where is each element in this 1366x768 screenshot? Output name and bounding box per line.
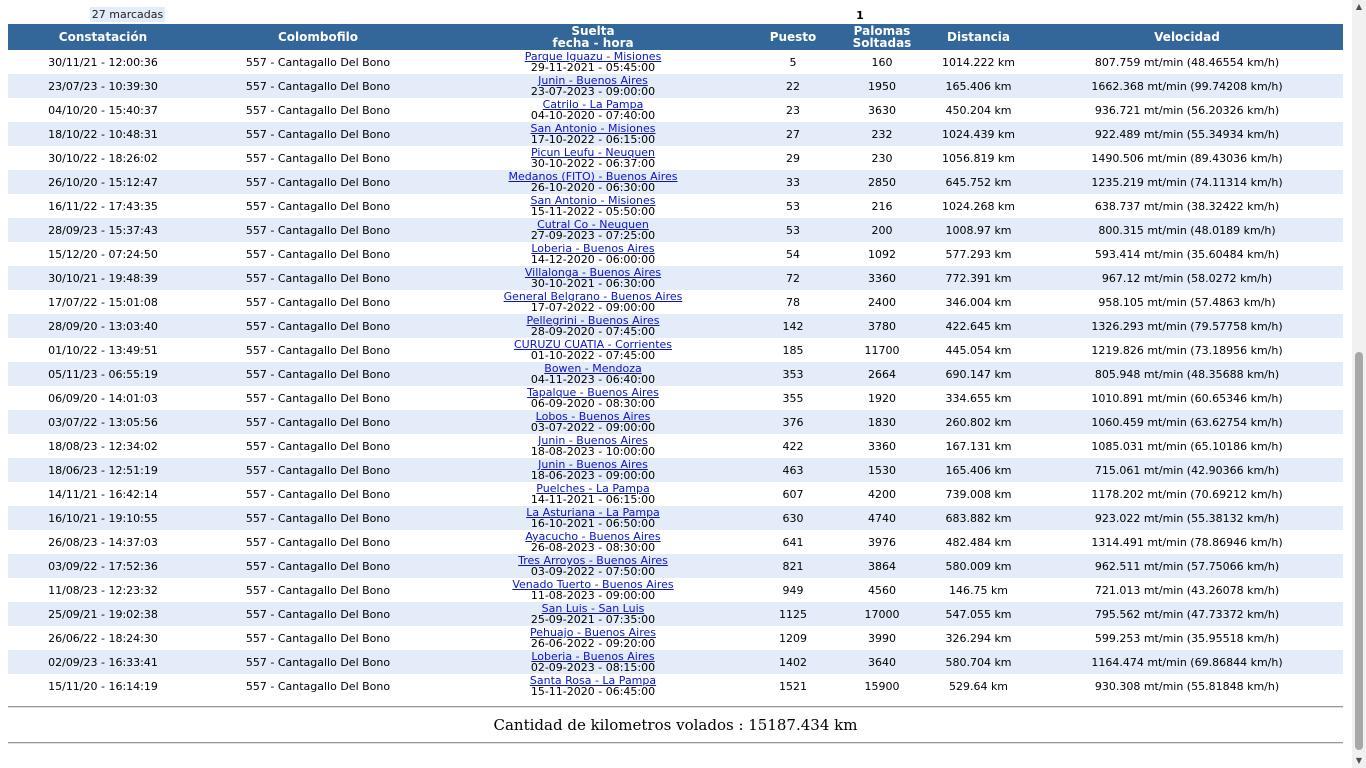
suelta-link[interactable]: Pehuajo - Buenos Aires — [529, 626, 657, 639]
constatacion-cell: 30/10/21 - 19:48:39 — [8, 266, 198, 290]
constatacion-cell: 30/11/21 - 12:00:36 — [8, 50, 198, 74]
table-row — [8, 458, 1343, 482]
table-row — [8, 362, 1343, 386]
table-row — [8, 506, 1343, 530]
velocidad-cell: 807.759 mt/min (48.46554 km/h) — [1031, 50, 1343, 74]
col-velocidad-header: Velocidad — [1031, 24, 1343, 50]
distancia-cell: 346.004 km — [926, 290, 1031, 314]
constatacion-cell: 15/11/20 - 16:14:19 — [8, 674, 198, 698]
distancia-cell: 1024.268 km — [926, 194, 1031, 218]
puesto-cell: 29 — [748, 146, 838, 170]
palomas-cell: 11700 — [838, 338, 926, 362]
constatacion-cell: 26/06/22 - 18:24:30 — [8, 626, 198, 650]
table-row — [8, 554, 1343, 578]
colombofilo-cell: 557 - Cantagallo Del Bono — [198, 650, 438, 674]
constatacion-cell: 11/08/23 - 12:23:32 — [8, 578, 198, 602]
suelta-datetime: 02-09-2023 - 08:15:00 — [530, 661, 656, 674]
suelta-datetime: 03-09-2022 - 07:50:00 — [530, 565, 656, 578]
suelta-link[interactable]: Loberia - Buenos Aires — [531, 650, 655, 663]
colombofilo-cell: 557 - Cantagallo Del Bono — [198, 122, 438, 146]
puesto-cell: 376 — [748, 410, 838, 434]
distancia-cell: 326.294 km — [926, 626, 1031, 650]
suelta-datetime: 27-09-2023 - 07:25:00 — [530, 229, 656, 242]
suelta-cell — [438, 218, 748, 242]
col-colombofilo-header: Colombofilo — [198, 24, 438, 50]
suelta-cell — [438, 674, 748, 698]
suelta-datetime: 23-07-2023 - 09:00:00 — [530, 85, 656, 98]
suelta-link[interactable]: Cutral Co - Neuquen — [537, 218, 649, 231]
puesto-cell: 27 — [748, 122, 838, 146]
palomas-cell: 1920 — [838, 386, 926, 410]
suelta-cell — [438, 290, 748, 314]
suelta-link[interactable]: La Asturiana - La Pampa — [526, 506, 660, 519]
distancia-cell: 445.054 km — [926, 338, 1031, 362]
table-row — [8, 650, 1343, 674]
puesto-cell: 72 — [748, 266, 838, 290]
suelta-cell — [438, 362, 748, 386]
table-body — [8, 50, 1343, 698]
palomas-cell: 3780 — [838, 314, 926, 338]
palomas-cell: 2850 — [838, 170, 926, 194]
top-bar — [0, 0, 1352, 24]
suelta-link[interactable]: Tres Arroyos - Buenos Aires — [518, 554, 668, 567]
colombofilo-cell: 557 - Cantagallo Del Bono — [198, 506, 438, 530]
page-number-link[interactable]: 1 — [856, 9, 864, 22]
constatacion-cell: 14/11/21 - 16:42:14 — [8, 482, 198, 506]
velocidad-cell: 922.489 mt/min (55.34934 km/h) — [1031, 122, 1343, 146]
suelta-datetime: 01-10-2022 - 07:45:00 — [530, 349, 656, 362]
colombofilo-cell: 557 - Cantagallo Del Bono — [198, 530, 438, 554]
table-row — [8, 218, 1343, 242]
distancia-cell: 683.882 km — [926, 506, 1031, 530]
suelta-link[interactable]: San Luis - San Luis — [541, 602, 645, 615]
suelta-datetime: 06-09-2020 - 08:30:00 — [530, 397, 656, 410]
distancia-cell: 580.704 km — [926, 650, 1031, 674]
distancia-cell: 547.055 km — [926, 602, 1031, 626]
colombofilo-cell: 557 - Cantagallo Del Bono — [198, 362, 438, 386]
suelta-cell — [438, 122, 748, 146]
puesto-cell: 5 — [748, 50, 838, 74]
suelta-datetime: 15-11-2022 - 05:50:00 — [530, 205, 656, 218]
velocidad-cell: 599.253 mt/min (35.95518 km/h) — [1031, 626, 1343, 650]
suelta-cell — [438, 530, 748, 554]
colombofilo-cell: 557 - Cantagallo Del Bono — [198, 50, 438, 74]
puesto-cell: 54 — [748, 242, 838, 266]
suelta-link[interactable]: Loberia - Buenos Aires — [531, 242, 655, 255]
palomas-cell: 1950 — [838, 74, 926, 98]
velocidad-cell: 721.013 mt/min (43.26078 km/h) — [1031, 578, 1343, 602]
constatacion-cell: 30/10/22 - 18:26:02 — [8, 146, 198, 170]
col-puesto-header: Puesto — [748, 24, 838, 50]
velocidad-cell: 967.12 mt/min (58.0272 km/h) — [1031, 266, 1343, 290]
velocidad-cell: 638.737 mt/min (38.32422 km/h) — [1031, 194, 1343, 218]
table-row — [8, 386, 1343, 410]
suelta-datetime: 30-10-2022 - 06:37:00 — [530, 157, 656, 170]
distancia-cell: 529.64 km — [926, 674, 1031, 698]
colombofilo-cell: 557 - Cantagallo Del Bono — [198, 410, 438, 434]
constatacion-cell: 05/11/23 - 06:55:19 — [8, 362, 198, 386]
suelta-cell — [438, 578, 748, 602]
puesto-cell: 22 — [748, 74, 838, 98]
puesto-cell: 422 — [748, 434, 838, 458]
constatacion-cell: 15/12/20 - 07:24:50 — [8, 242, 198, 266]
velocidad-cell: 1164.474 mt/min (69.86844 km/h) — [1031, 650, 1343, 674]
suelta-link[interactable]: Lobos - Buenos Aires — [535, 410, 651, 423]
constatacion-cell: 25/09/21 - 19:02:38 — [8, 602, 198, 626]
puesto-cell: 1521 — [748, 674, 838, 698]
suelta-datetime: 16-10-2021 - 06:50:00 — [530, 517, 656, 530]
distancia-cell: 1014.222 km — [926, 50, 1031, 74]
puesto-cell: 142 — [748, 314, 838, 338]
palomas-cell: 15900 — [838, 674, 926, 698]
table-row — [8, 314, 1343, 338]
puesto-cell: 53 — [748, 194, 838, 218]
distancia-cell: 167.131 km — [926, 434, 1031, 458]
suelta-cell — [438, 626, 748, 650]
suelta-datetime: 30-10-2021 - 06:30:00 — [530, 277, 656, 290]
velocidad-cell: 1490.506 mt/min (89.43036 km/h) — [1031, 146, 1343, 170]
table-row — [8, 434, 1343, 458]
colombofilo-cell: 557 - Cantagallo Del Bono — [198, 626, 438, 650]
table-row — [8, 338, 1343, 362]
colombofilo-cell: 557 - Cantagallo Del Bono — [198, 146, 438, 170]
constatacion-cell: 17/07/22 - 15:01:08 — [8, 290, 198, 314]
palomas-cell: 200 — [838, 218, 926, 242]
divider-top — [8, 706, 1343, 708]
suelta-link[interactable]: Venado Tuerto - Buenos Aires — [512, 578, 674, 591]
puesto-cell: 23 — [748, 98, 838, 122]
puesto-cell: 355 — [748, 386, 838, 410]
table-row — [8, 170, 1343, 194]
suelta-datetime: 17-07-2022 - 09:00:00 — [530, 301, 656, 314]
velocidad-cell: 1060.459 mt/min (63.62754 km/h) — [1031, 410, 1343, 434]
distancia-cell: 645.752 km — [926, 170, 1031, 194]
table-row — [8, 626, 1343, 650]
suelta-cell — [438, 554, 748, 578]
distancia-cell: 422.645 km — [926, 314, 1031, 338]
constatacion-cell: 18/10/22 - 10:48:31 — [8, 122, 198, 146]
suelta-cell — [438, 410, 748, 434]
velocidad-cell: 715.061 mt/min (42.90366 km/h) — [1031, 458, 1343, 482]
table-row — [8, 74, 1343, 98]
distancia-cell: 690.147 km — [926, 362, 1031, 386]
suelta-datetime: 15-11-2020 - 06:45:00 — [530, 685, 656, 698]
velocidad-cell: 593.414 mt/min (35.60484 km/h) — [1031, 242, 1343, 266]
suelta-cell — [438, 146, 748, 170]
constatacion-cell: 06/09/20 - 14:01:03 — [8, 386, 198, 410]
colombofilo-cell: 557 - Cantagallo Del Bono — [198, 602, 438, 626]
colombofilo-cell: 557 - Cantagallo Del Bono — [198, 98, 438, 122]
palomas-cell: 216 — [838, 194, 926, 218]
col-distancia-header: Distancia — [926, 24, 1031, 50]
colombofilo-cell: 557 - Cantagallo Del Bono — [198, 290, 438, 314]
colombofilo-cell: 557 - Cantagallo Del Bono — [198, 458, 438, 482]
total-km-text: Cantidad de kilometros volados : 15187.434 km — [493, 716, 858, 734]
palomas-cell: 4740 — [838, 506, 926, 530]
suelta-link[interactable]: Picun Leufu - Neuquen — [530, 146, 656, 159]
suelta-datetime: 29-11-2021 - 05:45:00 — [530, 61, 656, 74]
distancia-cell: 580.009 km — [926, 554, 1031, 578]
palomas-cell: 4200 — [838, 482, 926, 506]
puesto-cell: 630 — [748, 506, 838, 530]
table-row — [8, 194, 1343, 218]
suelta-datetime: 25-09-2021 - 07:35:00 — [530, 613, 656, 626]
velocidad-cell: 1235.219 mt/min (74.11314 km/h) — [1031, 170, 1343, 194]
puesto-cell: 353 — [748, 362, 838, 386]
colombofilo-cell: 557 - Cantagallo Del Bono — [198, 218, 438, 242]
suelta-link[interactable]: Parque Iguazu - Misiones — [524, 50, 662, 63]
constatacion-cell: 16/11/22 - 17:43:35 — [8, 194, 198, 218]
distancia-cell: 739.008 km — [926, 482, 1031, 506]
palomas-cell: 3990 — [838, 626, 926, 650]
distancia-cell: 1056.819 km — [926, 146, 1031, 170]
puesto-cell: 463 — [748, 458, 838, 482]
velocidad-cell: 936.721 mt/min (56.20326 km/h) — [1031, 98, 1343, 122]
distancia-cell: 450.204 km — [926, 98, 1031, 122]
distancia-cell: 772.391 km — [926, 266, 1031, 290]
suelta-datetime: 18-08-2023 - 10:00:00 — [530, 445, 656, 458]
palomas-cell: 1830 — [838, 410, 926, 434]
suelta-datetime: 14-11-2021 - 06:15:00 — [530, 493, 656, 506]
distancia-cell: 260.802 km — [926, 410, 1031, 434]
palomas-cell: 160 — [838, 50, 926, 74]
palomas-cell: 3360 — [838, 434, 926, 458]
col-suelta-header: Suelta fecha - hora — [438, 24, 748, 50]
palomas-cell: 17000 — [838, 602, 926, 626]
suelta-link[interactable]: Catrilo - La Pampa — [542, 98, 644, 111]
colombofilo-cell: 557 - Cantagallo Del Bono — [198, 194, 438, 218]
suelta-cell — [438, 242, 748, 266]
puesto-cell: 1209 — [748, 626, 838, 650]
velocidad-cell: 795.562 mt/min (47.73372 km/h) — [1031, 602, 1343, 626]
table-row — [8, 242, 1343, 266]
constatacion-cell: 16/10/21 - 19:10:55 — [8, 506, 198, 530]
colombofilo-cell: 557 - Cantagallo Del Bono — [198, 578, 438, 602]
constatacion-cell: 03/07/22 - 13:05:56 — [8, 410, 198, 434]
table-row — [8, 122, 1343, 146]
suelta-cell — [438, 338, 748, 362]
constatacion-cell: 04/10/20 - 15:40:37 — [8, 98, 198, 122]
velocidad-cell: 800.315 mt/min (48.0189 km/h) — [1031, 218, 1343, 242]
puesto-cell: 821 — [748, 554, 838, 578]
suelta-cell — [438, 434, 748, 458]
suelta-link[interactable]: Ayacucho - Buenos Aires — [525, 530, 661, 543]
scroll-thumb[interactable] — [1355, 352, 1363, 750]
colombofilo-cell: 557 - Cantagallo Del Bono — [198, 482, 438, 506]
table-row — [8, 410, 1343, 434]
suelta-cell — [438, 266, 748, 290]
distancia-cell: 165.406 km — [926, 74, 1031, 98]
suelta-link[interactable]: Tapalque - Buenos Aires — [527, 386, 659, 399]
vertical-scrollbar[interactable] — [1352, 0, 1366, 768]
palomas-cell: 2400 — [838, 290, 926, 314]
palomas-cell: 230 — [838, 146, 926, 170]
palomas-cell: 1092 — [838, 242, 926, 266]
constatacion-cell: 01/10/22 - 13:49:51 — [8, 338, 198, 362]
suelta-link[interactable]: Junin - Buenos Aires — [538, 74, 648, 87]
puesto-cell: 1125 — [748, 602, 838, 626]
velocidad-cell: 1085.031 mt/min (65.10186 km/h) — [1031, 434, 1343, 458]
velocidad-cell: 962.511 mt/min (57.75066 km/h) — [1031, 554, 1343, 578]
constatacion-cell: 28/09/20 - 13:03:40 — [8, 314, 198, 338]
velocidad-cell: 958.105 mt/min (57.4863 km/h) — [1031, 290, 1343, 314]
velocidad-cell: 1662.368 mt/min (99.74208 km/h) — [1031, 74, 1343, 98]
palomas-cell: 232 — [838, 122, 926, 146]
scroll-up-arrow-icon[interactable]: ▲ — [1355, 2, 1363, 11]
colombofilo-cell: 557 - Cantagallo Del Bono — [198, 74, 438, 98]
table-row — [8, 98, 1343, 122]
suelta-datetime: 04-11-2023 - 06:40:00 — [530, 373, 656, 386]
suelta-cell — [438, 98, 748, 122]
palomas-cell: 3864 — [838, 554, 926, 578]
suelta-cell — [438, 194, 748, 218]
velocidad-cell: 1219.826 mt/min (73.18956 km/h) — [1031, 338, 1343, 362]
table-row — [8, 482, 1343, 506]
colombofilo-cell: 557 - Cantagallo Del Bono — [198, 554, 438, 578]
col-constatacion-header: Constatación — [8, 24, 198, 50]
constatacion-cell: 18/08/23 - 12:34:02 — [8, 434, 198, 458]
table-header-row — [8, 24, 1343, 50]
suelta-cell — [438, 314, 748, 338]
puesto-cell: 641 — [748, 530, 838, 554]
puesto-cell: 607 — [748, 482, 838, 506]
table-row — [8, 266, 1343, 290]
constatacion-cell: 23/07/23 - 10:39:30 — [8, 74, 198, 98]
suelta-link[interactable]: San Antonio - Misiones — [530, 122, 656, 135]
puesto-cell: 1402 — [748, 650, 838, 674]
palomas-cell: 2664 — [838, 362, 926, 386]
suelta-link[interactable]: Puelches - La Pampa — [536, 482, 650, 495]
suelta-datetime: 04-10-2020 - 07:40:00 — [530, 109, 656, 122]
suelta-datetime: 11-08-2023 - 09:00:00 — [530, 589, 656, 602]
suelta-cell — [438, 74, 748, 98]
table-row — [8, 674, 1343, 698]
velocidad-cell: 1178.202 mt/min (70.69212 km/h) — [1031, 482, 1343, 506]
suelta-cell — [438, 50, 748, 74]
velocidad-cell: 923.022 mt/min (55.38132 km/h) — [1031, 506, 1343, 530]
colombofilo-cell: 557 - Cantagallo Del Bono — [198, 242, 438, 266]
suelta-datetime: 14-12-2020 - 06:00:00 — [530, 253, 656, 266]
colombofilo-cell: 557 - Cantagallo Del Bono — [198, 266, 438, 290]
velocidad-cell: 805.948 mt/min (48.35688 km/h) — [1031, 362, 1343, 386]
palomas-cell: 4560 — [838, 578, 926, 602]
suelta-cell — [438, 386, 748, 410]
table-row — [8, 290, 1343, 314]
velocidad-cell: 1010.891 mt/min (60.65346 km/h) — [1031, 386, 1343, 410]
constatacion-cell: 28/09/23 - 15:37:43 — [8, 218, 198, 242]
suelta-datetime: 26-10-2020 - 06:30:00 — [530, 181, 656, 194]
suelta-link[interactable]: CURUZU CUATIA - Corrientes — [513, 338, 673, 351]
suelta-link[interactable]: Pellegrini - Buenos Aires — [526, 314, 660, 327]
suelta-cell — [438, 170, 748, 194]
table-row — [8, 50, 1343, 74]
suelta-link[interactable]: Santa Rosa - La Pampa — [529, 674, 657, 687]
distancia-cell: 334.655 km — [926, 386, 1031, 410]
suelta-datetime: 17-10-2022 - 06:15:00 — [530, 133, 656, 146]
suelta-link[interactable]: Medanos (FITO) - Buenos Aires — [508, 170, 678, 183]
suelta-datetime: 26-06-2022 - 09:20:00 — [530, 637, 656, 650]
suelta-link[interactable]: Villalonga - Buenos Aires — [524, 266, 662, 279]
palomas-cell: 1530 — [838, 458, 926, 482]
suelta-link[interactable]: Bowen - Mendoza — [544, 362, 642, 375]
velocidad-cell: 930.308 mt/min (55.81848 km/h) — [1031, 674, 1343, 698]
table-row — [8, 578, 1343, 602]
divider-bottom — [8, 742, 1343, 744]
distancia-cell: 146.75 km — [926, 578, 1031, 602]
colombofilo-cell: 557 - Cantagallo Del Bono — [198, 314, 438, 338]
suelta-cell — [438, 458, 748, 482]
palomas-cell: 3630 — [838, 98, 926, 122]
colombofilo-cell: 557 - Cantagallo Del Bono — [198, 386, 438, 410]
palomas-cell: 3640 — [838, 650, 926, 674]
scroll-down-arrow-icon[interactable]: ▼ — [1355, 756, 1363, 765]
colombofilo-cell: 557 - Cantagallo Del Bono — [198, 674, 438, 698]
constatacion-cell: 26/08/23 - 14:37:03 — [8, 530, 198, 554]
puesto-cell: 949 — [748, 578, 838, 602]
palomas-cell: 3360 — [838, 266, 926, 290]
puesto-cell: 78 — [748, 290, 838, 314]
suelta-cell — [438, 482, 748, 506]
constatacion-cell: 18/06/23 - 12:51:19 — [8, 458, 198, 482]
suelta-datetime: 28-09-2020 - 07:45:00 — [530, 325, 656, 338]
suelta-datetime: 18-06-2023 - 09:00:00 — [530, 469, 656, 482]
constatacion-cell: 03/09/22 - 17:52:36 — [8, 554, 198, 578]
velocidad-cell: 1314.491 mt/min (78.86946 km/h) — [1031, 530, 1343, 554]
palomas-cell: 3976 — [838, 530, 926, 554]
puesto-cell: 185 — [748, 338, 838, 362]
colombofilo-cell: 557 - Cantagallo Del Bono — [198, 434, 438, 458]
velocidad-cell: 1326.293 mt/min (79.57758 km/h) — [1031, 314, 1343, 338]
colombofilo-cell: 557 - Cantagallo Del Bono — [198, 338, 438, 362]
suelta-link[interactable]: San Antonio - Misiones — [530, 194, 656, 207]
table-row — [8, 146, 1343, 170]
suelta-cell — [438, 506, 748, 530]
suelta-datetime: 03-07-2022 - 09:00:00 — [530, 421, 656, 434]
puesto-cell: 33 — [748, 170, 838, 194]
constatacion-cell: 26/10/20 - 15:12:47 — [8, 170, 198, 194]
marked-count-badge: 27 marcadas — [91, 8, 164, 21]
suelta-link[interactable]: Junin - Buenos Aires — [538, 434, 648, 447]
colombofilo-cell: 557 - Cantagallo Del Bono — [198, 170, 438, 194]
suelta-cell — [438, 650, 748, 674]
col-palomas-header: Palomas Soltadas — [838, 24, 926, 50]
suelta-cell — [438, 602, 748, 626]
distancia-cell: 1008.97 km — [926, 218, 1031, 242]
distancia-cell: 577.293 km — [926, 242, 1031, 266]
table-row — [8, 602, 1343, 626]
puesto-cell: 53 — [748, 218, 838, 242]
table-row — [8, 530, 1343, 554]
results-table — [8, 24, 1343, 698]
distancia-cell: 165.406 km — [926, 458, 1031, 482]
distancia-cell: 482.484 km — [926, 530, 1031, 554]
suelta-datetime: 26-08-2023 - 08:30:00 — [530, 541, 656, 554]
constatacion-cell: 02/09/23 - 16:33:41 — [8, 650, 198, 674]
distancia-cell: 1024.439 km — [926, 122, 1031, 146]
suelta-link[interactable]: Junin - Buenos Aires — [538, 458, 648, 471]
suelta-link[interactable]: General Belgrano - Buenos Aires — [503, 290, 683, 303]
